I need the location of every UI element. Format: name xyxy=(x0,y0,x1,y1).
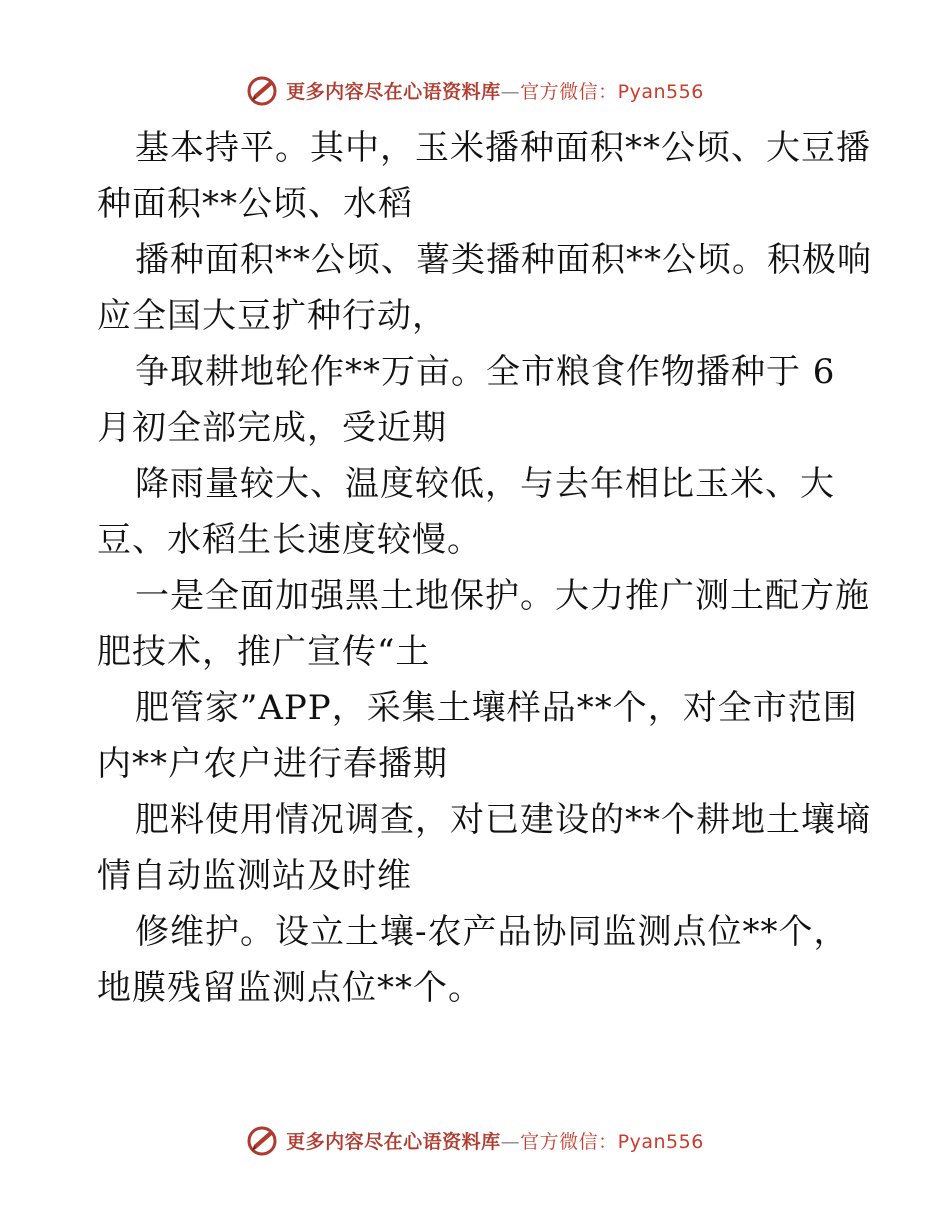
footer-brand: 更多内容尽在心语资料库 xyxy=(286,1130,501,1153)
text-line: 应全国大豆扩种行动， xyxy=(97,296,447,336)
footer-wechat: 官方微信：Pyan556 xyxy=(520,1130,704,1153)
document-body xyxy=(97,120,872,1016)
pen-logo-icon xyxy=(246,73,280,107)
text-line: 播种面积**公顷、薯类播种面积**公顷。积极响 xyxy=(135,240,872,280)
footer-banner xyxy=(0,1120,950,1160)
header-brand: 更多内容尽在心语资料库 xyxy=(286,80,501,103)
header-banner-text xyxy=(286,77,704,104)
footer-banner-text xyxy=(286,1127,704,1154)
text-line: 种面积**公顷、水稻 xyxy=(97,184,413,224)
text-line: 豆、水稻生长速度较慢。 xyxy=(97,520,482,560)
text-line: 修维护。设立土壤-农产品协同监测点位**个， xyxy=(135,912,849,952)
text-line: 基本持平。其中，玉米播种面积**公顷、大豆播 xyxy=(135,128,871,168)
header-separator: — xyxy=(500,80,521,103)
text-line: 肥料使用情况调查，对已建设的**个耕地土壤墒 xyxy=(135,800,871,840)
header-banner xyxy=(0,70,950,110)
text-line: 降雨量较大、温度较低，与去年相比玉米、大 xyxy=(135,464,835,504)
text-line: 地膜残留监测点位**个。 xyxy=(97,968,483,1008)
text-line: 内**户农户进行春播期 xyxy=(97,744,448,784)
text-line: 争取耕地轮作**万亩。全市粮食作物播种于 6 xyxy=(135,352,836,392)
text-line: 肥管家”APP，采集土壤样品**个，对全市范围 xyxy=(135,688,858,728)
footer-separator: — xyxy=(500,1130,521,1153)
text-line: 情自动监测站及时维 xyxy=(97,856,412,896)
pen-logo-icon xyxy=(246,1123,280,1157)
header-wechat: 官方微信：Pyan556 xyxy=(520,80,704,103)
text-line: 一是全面加强黑土地保护。大力推广测土配方施 xyxy=(135,576,870,616)
text-line: 月初全部完成，受近期 xyxy=(97,408,447,448)
text-line: 肥技术，推广宣传“土 xyxy=(97,632,431,672)
